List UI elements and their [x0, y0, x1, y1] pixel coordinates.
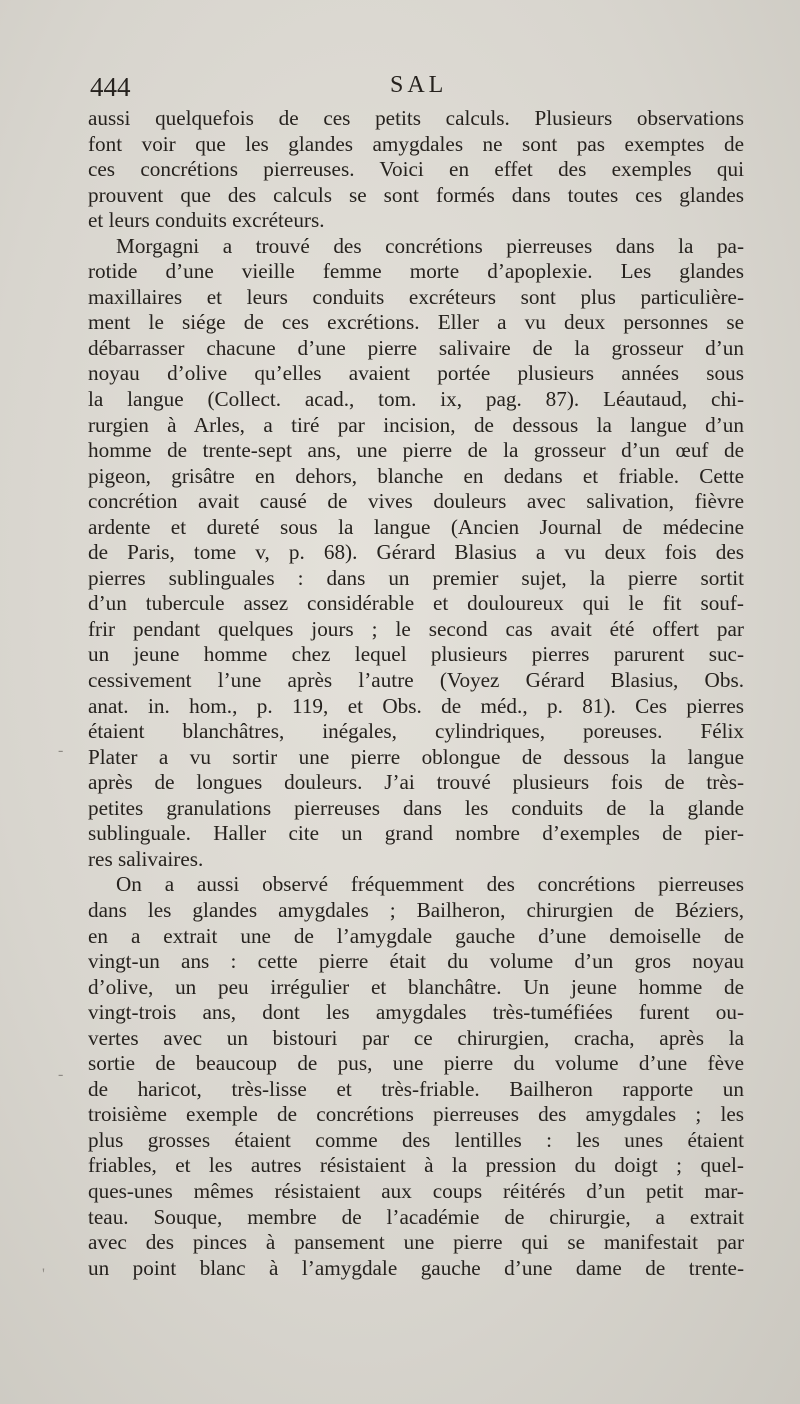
margin-dash: ' [42, 1266, 45, 1283]
text-line: pierres sublinguales : dans un premier sujet, la pierre sortit [88, 565, 744, 590]
text-line: res salivaires. [88, 846, 204, 871]
text-line: Plater a vu sortir une pierre oblongue de dessous la langue [88, 744, 744, 769]
text-line: petites granulations pierreuses dans les conduits de la glande [88, 795, 744, 820]
text-line: teau. Souque, membre de l’académie de chirurgie, a extrait [88, 1204, 744, 1229]
page-header [90, 72, 746, 106]
text-line: d’un tubercule assez considérable et douloureux qui le fit souf- [88, 591, 744, 616]
margin-dash: - [58, 742, 64, 759]
text-line: maxillaires et leurs conduits excréteurs sont plus particulière- [88, 284, 744, 309]
text-line: ques-unes mêmes résistaient aux coups réitérés d’un petit mar- [88, 1178, 744, 1203]
text-line: plus grosses étaient comme des lentilles : les unes étaient [88, 1127, 744, 1152]
text-line: la langue (Collect. acad., tom. ix, pag. 87). Léautaud, chi- [88, 387, 744, 412]
text-line: rurgien à Arles, a tiré par incision, de dessous la langue d’un [88, 412, 744, 437]
text-line: friables, et les autres résistaient à la pression du doigt ; quel- [88, 1153, 744, 1178]
text-line: étaient blanchâtres, inégales, cylindriques, poreuses. Félix [88, 719, 744, 744]
text-line: un jeune homme chez lequel plusieurs pierres parurent suc- [88, 642, 744, 667]
text-line: dans les glandes amygdales ; Bailheron, chirurgien de Béziers, [88, 897, 744, 922]
text-line: troisième exemple de concrétions pierreuses des amygdales ; les [88, 1102, 744, 1127]
text-line: avec des pinces à pansement une pierre qui se manifestait par [88, 1230, 744, 1255]
text-line: prouvent que des calculs se sont formés dans toutes ces glandes [88, 182, 744, 207]
text-line: vingt-trois ans, dont les amygdales très-tuméfiées furent ou- [88, 1000, 744, 1025]
text-line: On a aussi observé fréquemment des concrétions pierreuses [116, 872, 744, 897]
text-line: débarrasser chacune d’une pierre salivaire de la grosseur d’un [88, 335, 744, 360]
body-text [88, 106, 744, 1281]
text-line: anat. in. hom., p. 119, et Obs. de méd., p. 81). Ces pierres [88, 693, 744, 718]
text-line: rotide d’une vieille femme morte d’apoplexie. Les glandes [88, 259, 744, 284]
text-line: font voir que les glandes amygdales ne sont pas exemptes de [88, 131, 744, 156]
text-line: Morgagni a trouvé des concrétions pierreuses dans la pa- [116, 233, 744, 258]
running-head: SAL [390, 72, 448, 98]
text-line: ment le siége de ces excrétions. Eller a vu deux personnes se [88, 310, 744, 335]
text-line: vertes avec un bistouri par ce chirurgien, cracha, après la [88, 1025, 744, 1050]
text-line: concrétion avait causé de vives douleurs avec salivation, fièvre [88, 489, 744, 514]
text-line: pigeon, grisâtre en dehors, blanche en dedans et friable. Cette [88, 463, 744, 488]
text-line: sublinguale. Haller cite un grand nombre d’exemples de pier- [88, 821, 744, 846]
text-line: et leurs conduits excréteurs. [88, 208, 325, 233]
text-line: noyau d’olive qu’elles avaient portée plusieurs années sous [88, 361, 744, 386]
text-line: aussi quelquefois de ces petits calculs. Plusieurs observations [88, 106, 744, 130]
margin-dash: - [58, 1066, 64, 1083]
text-line: frir pendant quelques jours ; le second cas avait été offert par [88, 616, 744, 641]
text-line: de Paris, tome v, p. 68). Gérard Blasius a vu deux fois des [88, 540, 744, 565]
text-line: cessivement l’une après l’autre (Voyez Gérard Blasius, Obs. [88, 668, 744, 693]
text-line: sortie de beaucoup de pus, une pierre du volume d’une fève [88, 1051, 744, 1076]
text-line: homme de trente-sept ans, une pierre de la grosseur d’un œuf de [88, 438, 744, 463]
text-line: vingt-un ans : cette pierre était du volume d’un gros noyau [88, 949, 744, 974]
text-line: après de longues douleurs. J’ai trouvé plusieurs fois de très- [88, 770, 744, 795]
text-line: d’olive, un peu irrégulier et blanchâtre. Un jeune homme de [88, 974, 744, 999]
text-line: en a extrait une de l’amygdale gauche d’une demoiselle de [88, 923, 744, 948]
text-line: un point blanc à l’amygdale gauche d’une dame de trente- [88, 1255, 744, 1280]
text-line: de haricot, très-lisse et très-friable. Bailheron rapporte un [88, 1076, 744, 1101]
page-number: 444 [90, 72, 131, 102]
text-line: ardente et dureté sous la langue (Ancien Journal de médecine [88, 514, 744, 539]
text-line: ces concrétions pierreuses. Voici en effet des exemples qui [88, 157, 744, 182]
